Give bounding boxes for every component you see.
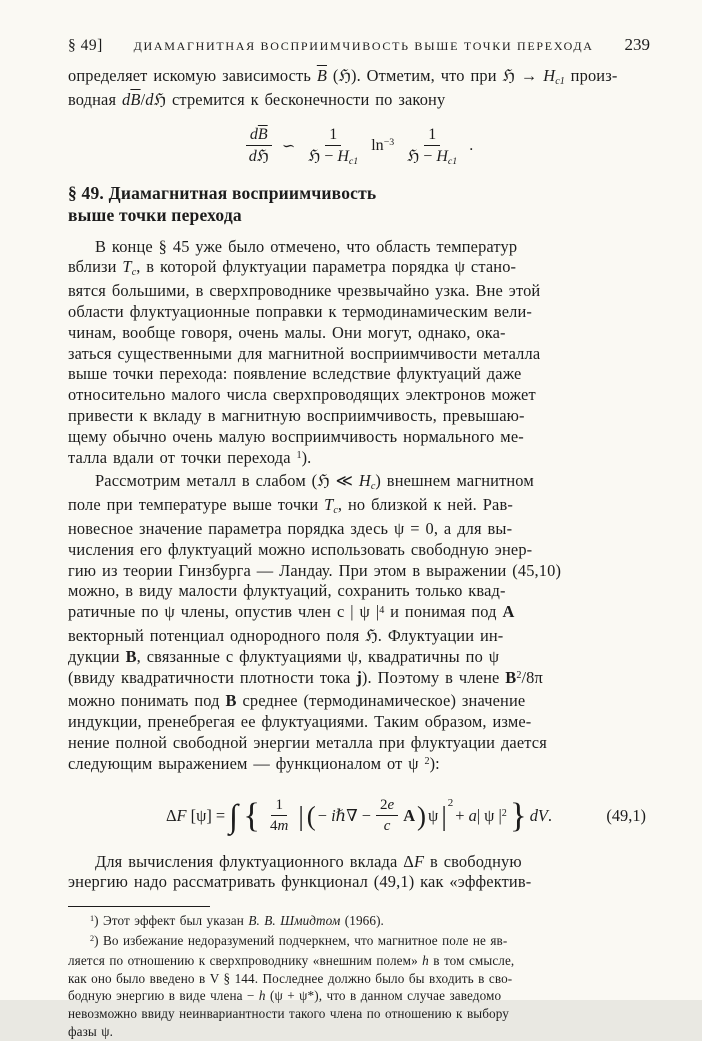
a-psi-squared-term: + a| ψ $|^2$ — [455, 805, 507, 825]
text-line: вблизи Tc, в которой флуктуации параметра порядка ψ стано- — [68, 257, 517, 279]
text-line: дукции B, связанные с флуктуациями ψ, квадратичны по ψ — [68, 646, 500, 666]
volume-element: dV. — [529, 805, 553, 825]
intro-paragraph — [68, 66, 650, 111]
text-line: ратичные по ψ члены, опустив член с | ψ $|^4$ и понимая под A — [68, 602, 515, 622]
display-formula-1 — [68, 120, 650, 172]
section-label: § 49] — [68, 37, 103, 54]
text-line: $^1$) Этот эффект был указан В. В. Шмидтом (1966). — [90, 913, 384, 929]
text-line: векторный потенциал однородного поля ℌ. Флуктуации ин- — [68, 625, 504, 645]
text-line: водная $d\overline{B}/dℌ$ стремится к бесконечности по закону — [68, 89, 446, 109]
paragraph-3 — [68, 852, 650, 894]
text-line: В конце § 45 уже было отмечено, что область температур — [95, 236, 518, 256]
proportional-symbol: ∽ — [281, 137, 296, 155]
text-line: Рассмотрим металл в слабом (ℌ ≪ Hc) внешнем магнитном — [95, 471, 534, 493]
vector-potential-A: A — [403, 805, 416, 825]
text-line: относительно малого числа сверхпроводящих электронов может — [68, 385, 536, 405]
text-line: числения его флуктуаций можно использовать свободную энер- — [68, 539, 533, 559]
text-line: поле при температуре выше точки Tc, но близкой к ней. Рав- — [68, 495, 513, 516]
text-line: можно, в виду малости флуктуаций, сохранить только квад- — [68, 581, 506, 601]
page-number: 239 — [624, 35, 650, 54]
text-line: щему обычно очень малую восприимчивость нормального ме- — [68, 426, 524, 446]
text-line: следующим выражением — функционалом от ψ $^2$): — [68, 753, 440, 773]
text-line: $^2$) Во избежание недоразумений подчеркнем, что магнитное поле не яв- — [90, 932, 508, 948]
fraction-one-over-4m: $\frac{1}{4m}$ — [270, 796, 289, 835]
modulus-exponent: 2 — [447, 796, 454, 809]
equation-number: (49,1) — [606, 805, 646, 825]
text-line: как оно было введено в V § 144. Последнее должно было бы входить в сво- — [68, 970, 513, 986]
text-line: вятся большими, в сверхпроводнике чрезвычайно узка. Вне этой — [68, 281, 541, 301]
footnote-2 — [68, 932, 650, 1041]
text-line: ляется по отношению к сверхпроводнику «внешним полем» h в том смысле, — [68, 952, 515, 968]
footnote-rule — [68, 906, 210, 907]
momentum-operator: − iℏ∇ − — [317, 805, 372, 825]
text-line: определяет искомую зависимость $\overline{B}$ (ℌ). Отметим, что при ℌ → Hc1 произ- — [68, 66, 618, 87]
text-line: чинам, вообще говоря, очень малы. Они могут, однако, ока- — [68, 322, 506, 342]
equation-lhs: ΔF [ψ] = — [165, 805, 226, 825]
page-content — [68, 0, 650, 1041]
text-line: привести к вкладу в магнитную восприимчивость, превышаю- — [68, 405, 525, 425]
fraction-one-over-H-Hc1-second: $\frac{1}{\text{ℌ − Hc1}}$ — [407, 125, 458, 167]
text-line: энергию надо рассматривать функционал (49,1) как «эффектив- — [68, 872, 532, 892]
section-heading — [68, 182, 650, 226]
text-line: (ввиду квадратичности плотности тока j). Поэтому в члене $B^2/8\pi$ — [68, 667, 543, 687]
text-line: можно понимать под B среднее (термодинамическое) значение — [68, 691, 526, 711]
text-line: бодную энергию в виде члена − h (ψ + ψ*), что в данном случае заведомо — [68, 988, 502, 1004]
log-power-term: $\ln^{-3}$ — [371, 136, 395, 154]
page-header — [68, 0, 650, 55]
text-line: выше точки перехода: появление вследствие флуктуаций даже — [68, 364, 522, 384]
section-heading-line1: § 49. Диамагнитная восприимчивость — [68, 182, 377, 203]
display-formula-2 — [68, 789, 650, 843]
text-line: нение полной свободной энергии металла при флуктуации дается — [68, 732, 547, 752]
paragraph-1 — [68, 237, 650, 472]
formula-period: . — [469, 136, 474, 154]
text-line: гию из теории Гинзбурга — Ландау. При этом в выражении (45,10) — [68, 560, 562, 580]
text-line: новесное значение параметра порядка здесь ψ = 0, а для вы- — [68, 518, 513, 538]
psi-symbol: ψ — [428, 805, 439, 825]
running-title: ДИАМАГНИТНАЯ ВОСПРИИМЧИВОСТЬ ВЫШЕ ТОЧКИ ПЕРЕХОДА — [133, 39, 594, 53]
text-line: фазы ψ. — [68, 1023, 114, 1039]
fraction-dB-dH: $\frac{d\overline{B}}{\text{dℌ}}$ — [245, 125, 273, 167]
section-heading-line2: выше точки перехода — [68, 204, 242, 225]
text-line: талла вдали от точки перехода $^1$). — [68, 447, 312, 467]
fraction-one-over-H-Hc1: $\frac{1}{\text{ℌ − Hc1}}$ — [308, 125, 359, 167]
text-line: заться существенными для магнитной восприимчивости металла — [68, 343, 541, 363]
footnote-1 — [68, 912, 650, 932]
text-line: Для вычисления флуктуационного вклада ΔF в свободную — [95, 851, 522, 871]
paragraph-2 — [68, 471, 650, 777]
text-line: невозможно ввиду неинвариантности такого члена по отношению к выбору — [68, 1006, 509, 1022]
equation-body: ΔF [ψ] = ∫ { $\frac{1}{4m}$ | ( − iℏ∇ − $\frac{2e}{c}$ A ) ψ | 2 + a| ψ $|^2$ } dV. — [165, 795, 553, 835]
text-line: индукции, пренебрегая ее флуктуациями. Таким образом, изме- — [68, 712, 532, 732]
text-line: области флуктуационные поправки к термодинамическим вели- — [68, 301, 532, 321]
fraction-2e-over-c: $\frac{2e}{c}$ — [376, 796, 398, 836]
